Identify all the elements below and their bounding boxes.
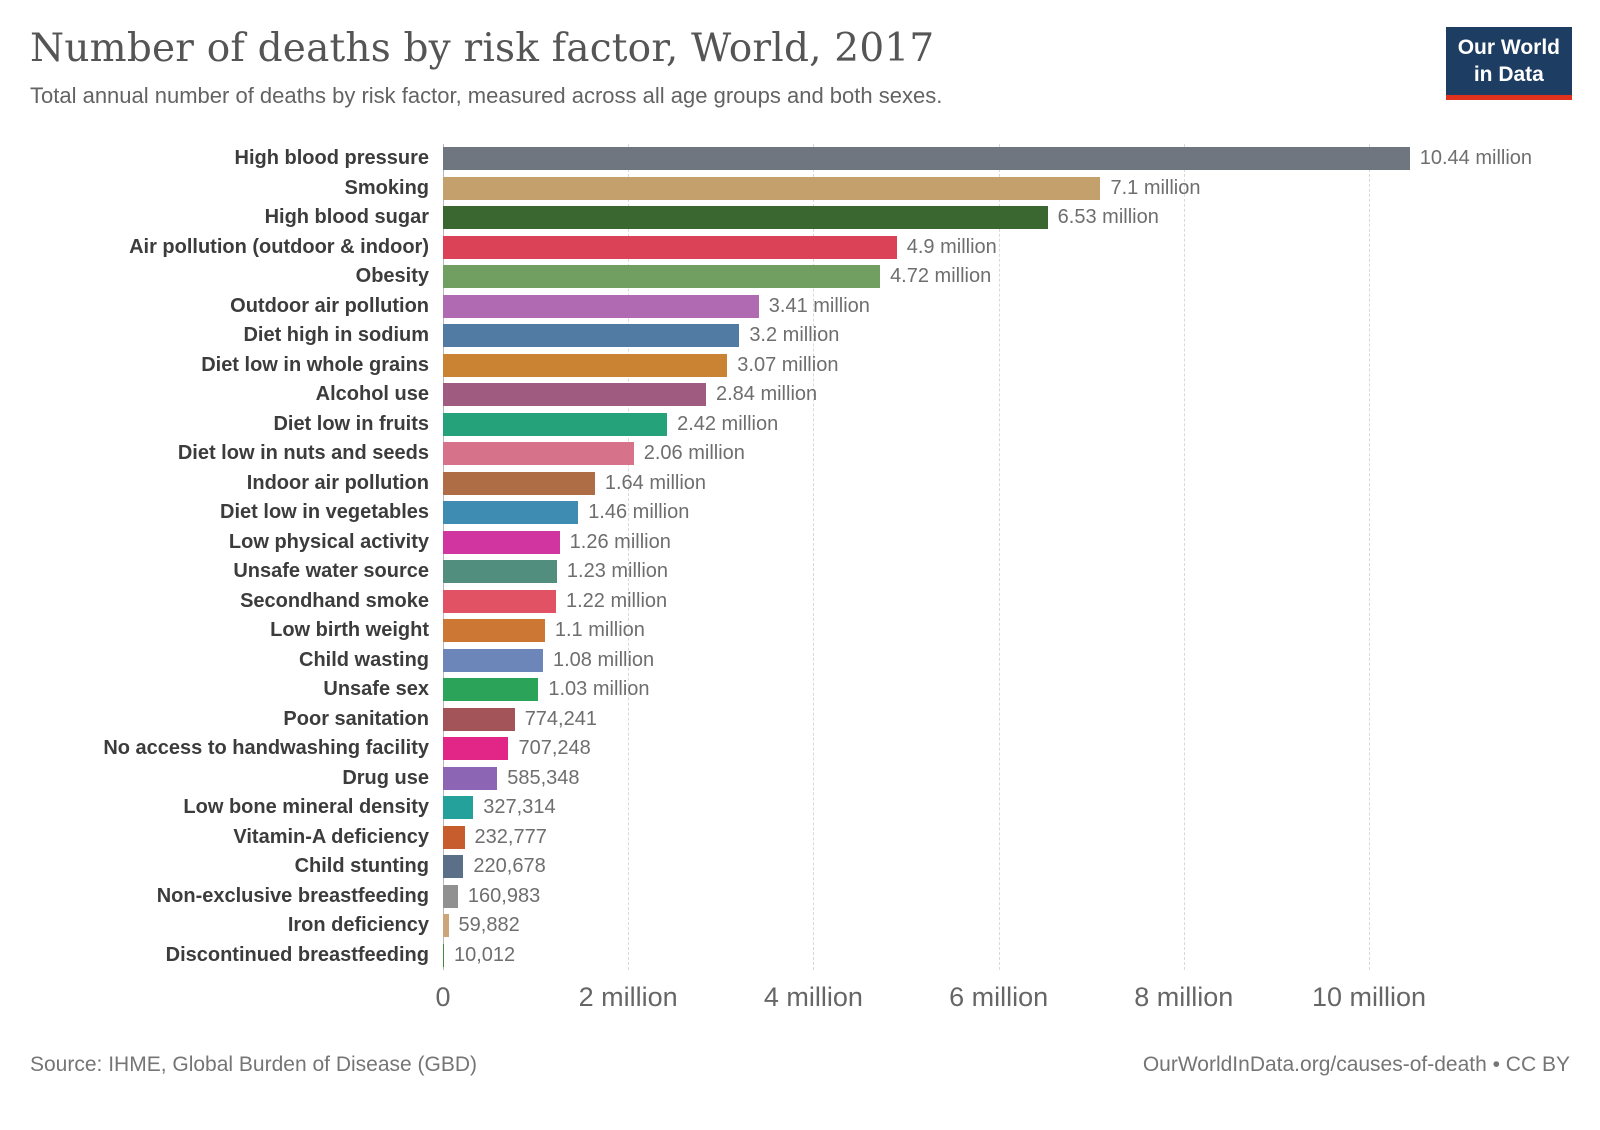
bar-row: [443, 351, 1570, 381]
x-tick-label: 4 million: [763, 982, 863, 1012]
category-label: Secondhand smoke: [240, 589, 429, 612]
bar-row: [443, 882, 1570, 912]
category-label: Alcohol use: [315, 383, 429, 405]
bar[interactable]: [443, 501, 578, 524]
value-label: 7.1 million: [1110, 176, 1201, 199]
bar-row: [443, 941, 1570, 971]
source-note: Source: IHME, Global Burden of Disease (GBD): [30, 1053, 478, 1076]
category-label: Drug use: [342, 766, 429, 789]
value-label: 774,241: [524, 707, 597, 730]
bar-row: [443, 793, 1570, 823]
bar[interactable]: [443, 206, 1048, 229]
value-label: 3.41 million: [768, 294, 870, 317]
bar-row: [443, 469, 1570, 499]
x-tick-label: 6 million: [949, 982, 1049, 1012]
bar-row: [443, 262, 1570, 292]
value-label: 585,348: [507, 766, 580, 789]
bar[interactable]: [443, 885, 458, 908]
category-label: Unsafe water source: [233, 560, 429, 582]
value-label: 1.46 million: [588, 501, 690, 524]
bar-row: [443, 764, 1570, 794]
bar-row: [443, 174, 1570, 204]
category-label: Diet high in sodium: [243, 324, 429, 346]
value-label: 10.44 million: [1419, 147, 1533, 170]
bar-row: [443, 528, 1570, 558]
bar[interactable]: [443, 767, 497, 790]
category-labels-column: [0, 144, 429, 970]
value-label: 1.23 million: [566, 560, 669, 583]
bar[interactable]: [443, 383, 706, 406]
bar-row: [443, 587, 1570, 617]
bar-row: [443, 646, 1570, 676]
bar[interactable]: [443, 855, 463, 878]
bar[interactable]: [443, 708, 515, 731]
bar-row: [443, 292, 1570, 322]
x-tick-label: 0: [435, 982, 451, 1012]
chart-footer: [30, 1053, 1570, 1077]
value-label: 2.84 million: [715, 383, 818, 406]
bar[interactable]: [443, 737, 508, 760]
bar[interactable]: [443, 413, 667, 436]
bar[interactable]: [443, 177, 1100, 200]
category-label: Child stunting: [294, 855, 429, 877]
bar[interactable]: [443, 619, 545, 642]
bar[interactable]: [443, 354, 727, 377]
bar[interactable]: [443, 472, 595, 495]
category-label: Low birth weight: [270, 619, 429, 641]
category-label: Smoking: [344, 176, 429, 199]
bar-row: [443, 705, 1570, 735]
bar-row: [443, 203, 1570, 233]
bar-row: [443, 144, 1570, 174]
category-label: Child wasting: [299, 648, 429, 671]
owid-link[interactable]: OurWorldInData.org/causes-of-death • CC BY: [1142, 1053, 1570, 1076]
bar-row: [443, 410, 1570, 440]
bar-row: [443, 616, 1570, 646]
owid-logo-line2: in Data: [1473, 62, 1544, 86]
value-label: 6.53 million: [1057, 206, 1159, 229]
bar[interactable]: [443, 678, 538, 701]
value-label: 2.06 million: [643, 442, 745, 465]
category-label: Indoor air pollution: [246, 471, 429, 494]
chart-subtitle: Total annual number of deaths by risk factor, measured across all age groups and both sexes.: [30, 83, 943, 108]
bar-row: [443, 852, 1570, 882]
value-label: 1.64 million: [604, 471, 707, 494]
bar[interactable]: [443, 295, 759, 318]
bar-row: [443, 439, 1570, 469]
category-label: Low physical activity: [228, 530, 429, 553]
value-label: 707,248: [518, 737, 591, 760]
category-label: High blood pressure: [234, 147, 429, 169]
bar-row: [443, 557, 1570, 587]
bar[interactable]: [443, 265, 880, 288]
value-label: 327,314: [483, 796, 556, 819]
bar-row: [443, 380, 1570, 410]
category-label: Poor sanitation: [283, 707, 429, 730]
category-label: Discontinued breastfeeding: [165, 943, 429, 966]
category-label: No access to handwashing facility: [103, 737, 429, 759]
bar-row: [443, 911, 1570, 941]
value-label: 3.2 million: [749, 324, 840, 347]
value-label: 1.26 million: [569, 530, 671, 553]
owid-logo-line1: Our World: [1457, 36, 1560, 59]
x-axis: [435, 982, 1570, 1022]
value-label: 160,983: [467, 884, 541, 907]
category-label: Diet low in vegetables: [220, 501, 429, 523]
value-label: 10,012: [454, 943, 516, 966]
bar-row: [443, 321, 1570, 351]
value-label: 3.07 million: [737, 353, 839, 376]
category-label: Diet low in fruits: [273, 412, 429, 435]
bar[interactable]: [443, 324, 739, 347]
value-label: 1.22 million: [565, 589, 668, 612]
category-label: Obesity: [355, 265, 429, 287]
x-tick-label: 8 million: [1134, 982, 1234, 1012]
category-label: Non-exclusive breastfeeding: [156, 884, 429, 907]
value-label: 4.72 million: [890, 265, 992, 288]
value-label: 2.42 million: [677, 412, 779, 435]
bar-chart-plot-area: [443, 144, 1570, 970]
category-label: Outdoor air pollution: [230, 294, 429, 317]
bar[interactable]: [443, 560, 557, 583]
category-label: Diet low in nuts and seeds: [177, 442, 429, 464]
x-tick-label: 10 million: [1311, 982, 1427, 1012]
bar-row: [443, 233, 1570, 263]
bar[interactable]: [443, 914, 449, 937]
bar-row: [443, 734, 1570, 764]
category-label: Vitamin-A deficiency: [233, 825, 429, 848]
bar-row: [443, 823, 1570, 853]
bar[interactable]: [443, 147, 1410, 170]
bar[interactable]: [443, 590, 556, 613]
category-label: Unsafe sex: [323, 678, 429, 700]
value-label: 220,678: [473, 855, 546, 878]
category-label: Iron deficiency: [287, 914, 429, 936]
bar[interactable]: [443, 649, 543, 672]
category-label: Low bone mineral density: [183, 796, 429, 818]
value-label: 59,882: [458, 914, 520, 937]
bar[interactable]: [443, 944, 444, 967]
category-label: Air pollution (outdoor & indoor): [129, 235, 429, 258]
x-tick-label: 2 million: [578, 982, 678, 1012]
value-label: 1.03 million: [548, 678, 650, 701]
value-label: 1.1 million: [554, 619, 645, 642]
bar[interactable]: [443, 826, 465, 849]
category-label: Diet low in whole grains: [201, 353, 429, 376]
value-label: 1.08 million: [553, 648, 655, 671]
bar[interactable]: [443, 796, 473, 819]
bar[interactable]: [443, 236, 897, 259]
value-label: 232,777: [474, 825, 547, 848]
chart-header: [30, 26, 942, 109]
page-title: Number of deaths by risk factor, World, 2017: [30, 26, 935, 71]
value-label: 4.9 million: [906, 235, 997, 258]
bar-row: [443, 498, 1570, 528]
bar[interactable]: [443, 531, 560, 554]
owid-logo[interactable]: [1446, 27, 1572, 100]
category-label: High blood sugar: [264, 206, 429, 228]
bar-row: [443, 675, 1570, 705]
bar[interactable]: [443, 442, 634, 465]
